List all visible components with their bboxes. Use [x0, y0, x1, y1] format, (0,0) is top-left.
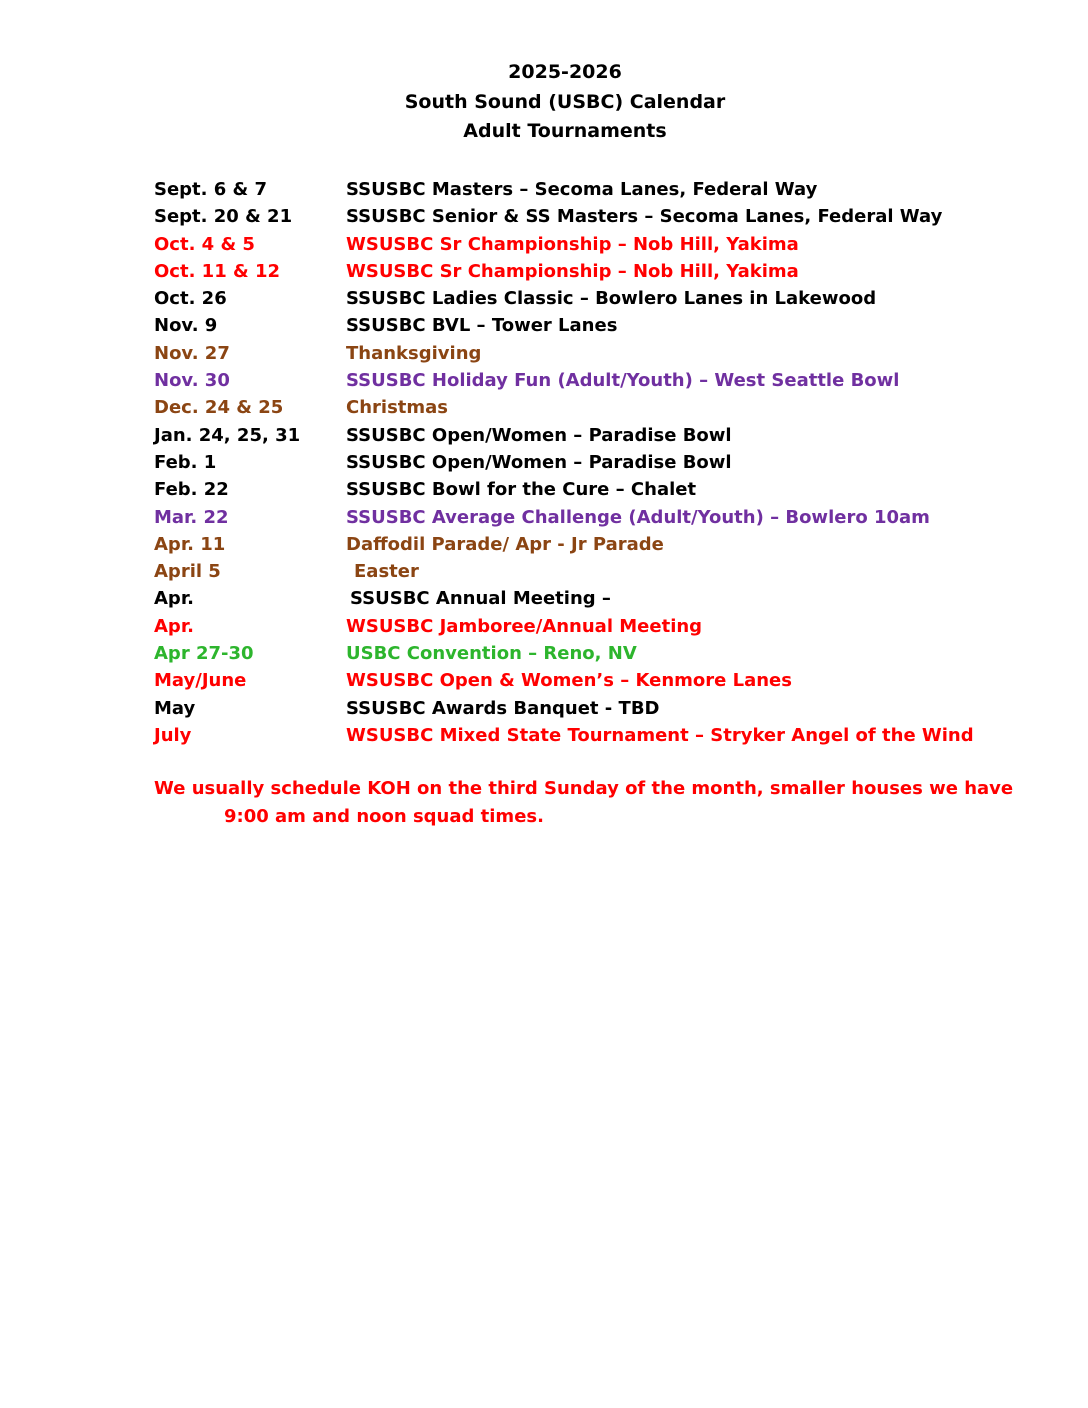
event-description: SSUSBC Holiday Fun (Adult/Youth) – West Seattle Bowl — [346, 370, 900, 392]
event-row — [154, 695, 1054, 722]
event-description: Christmas — [346, 397, 449, 419]
event-row — [154, 394, 1054, 421]
event-description: SSUSBC Open/Women – Paradise Bowl — [346, 451, 732, 473]
event-date: Jan. 24, 25, 31 — [154, 424, 301, 446]
event-row — [154, 640, 1054, 667]
event-description: SSUSBC BVL – Tower Lanes — [346, 315, 618, 337]
event-date: Sept. 20 & 21 — [154, 206, 293, 228]
event-row — [154, 476, 1054, 503]
event-description: SSUSBC Senior & SS Masters – Secoma Lanes, Federal Way — [346, 206, 943, 228]
event-description: SSUSBC Awards Banquet - TBD — [346, 697, 660, 719]
event-description: Easter — [354, 561, 419, 583]
event-row — [154, 504, 1054, 531]
calendar-title: South Sound (USBC) Calendar — [404, 90, 726, 113]
event-date: Oct. 4 & 5 — [154, 233, 255, 255]
event-row — [154, 176, 1054, 203]
calendar-header — [0, 58, 1088, 147]
event-row — [154, 585, 1054, 612]
event-description: Daffodil Parade/ Apr - Jr Parade — [346, 533, 664, 555]
event-date: Sept. 6 & 7 — [154, 179, 268, 200]
event-description: WSUSBC Open & Women’s – Kenmore Lanes — [346, 670, 792, 692]
event-row — [154, 203, 1054, 230]
event-description: WSUSBC Mixed State Tournament – Stryker Angel of the Wind — [346, 724, 974, 746]
event-date: April 5 — [154, 561, 221, 583]
event-date: Oct. 26 — [154, 288, 227, 310]
event-date: Nov. 27 — [154, 342, 230, 364]
event-description: SSUSBC Masters – Secoma Lanes, Federal Way — [346, 179, 818, 200]
event-description: SSUSBC Ladies Classic – Bowlero Lanes in Lakewood — [346, 288, 877, 310]
event-row — [154, 531, 1054, 558]
event-row — [154, 449, 1054, 476]
event-date: Apr 27-30 — [154, 643, 254, 665]
event-date: Apr. 11 — [154, 533, 226, 555]
calendar-subtitle: Adult Tournaments — [463, 120, 667, 142]
event-description: WSUSBC Jamboree/Annual Meeting — [346, 615, 703, 637]
scheduling-note — [154, 775, 1034, 831]
event-description: WSUSBC Sr Championship – Nob Hill, Yakima — [346, 260, 799, 282]
event-date: July — [154, 724, 192, 746]
note-line-1: We usually schedule KOH on the third Sunday of the month, smaller houses we have — [154, 778, 1014, 799]
event-date: Nov. 30 — [154, 370, 230, 392]
event-row — [154, 258, 1054, 285]
event-row — [154, 340, 1054, 367]
event-date: Apr. — [154, 615, 194, 637]
event-row — [154, 422, 1054, 449]
event-description: USBC Convention – Reno, NV — [346, 643, 637, 665]
event-row — [154, 312, 1054, 339]
event-description: Thanksgiving — [346, 342, 482, 364]
event-row — [154, 285, 1054, 312]
note-line-2: 9:00 am and noon squad times. — [224, 806, 544, 827]
event-date: Feb. 1 — [154, 451, 217, 473]
event-date: Feb. 22 — [154, 479, 229, 501]
event-description: SSUSBC Average Challenge (Adult/Youth) – Bowlero 10am — [346, 506, 930, 528]
event-date: Nov. 9 — [154, 315, 218, 337]
event-description: SSUSBC Annual Meeting – — [350, 588, 611, 610]
event-row — [154, 722, 1054, 749]
event-date: Mar. 22 — [154, 506, 229, 528]
event-row — [154, 367, 1054, 394]
season-year: 2025-2026 — [508, 61, 622, 83]
event-date: Dec. 24 & 25 — [154, 397, 284, 419]
event-date: Apr. — [154, 588, 194, 610]
event-row — [154, 613, 1054, 640]
event-description: SSUSBC Bowl for the Cure – Chalet — [346, 479, 697, 501]
event-date: Oct. 11 & 12 — [154, 260, 281, 282]
event-date: May/June — [154, 670, 247, 692]
event-row — [154, 231, 1054, 258]
event-date: May — [154, 697, 196, 719]
event-list — [154, 176, 1054, 749]
event-description: SSUSBC Open/Women – Paradise Bowl — [346, 424, 732, 446]
event-row — [154, 558, 1054, 585]
event-row — [154, 667, 1054, 694]
event-description: WSUSBC Sr Championship – Nob Hill, Yakima — [346, 233, 799, 255]
